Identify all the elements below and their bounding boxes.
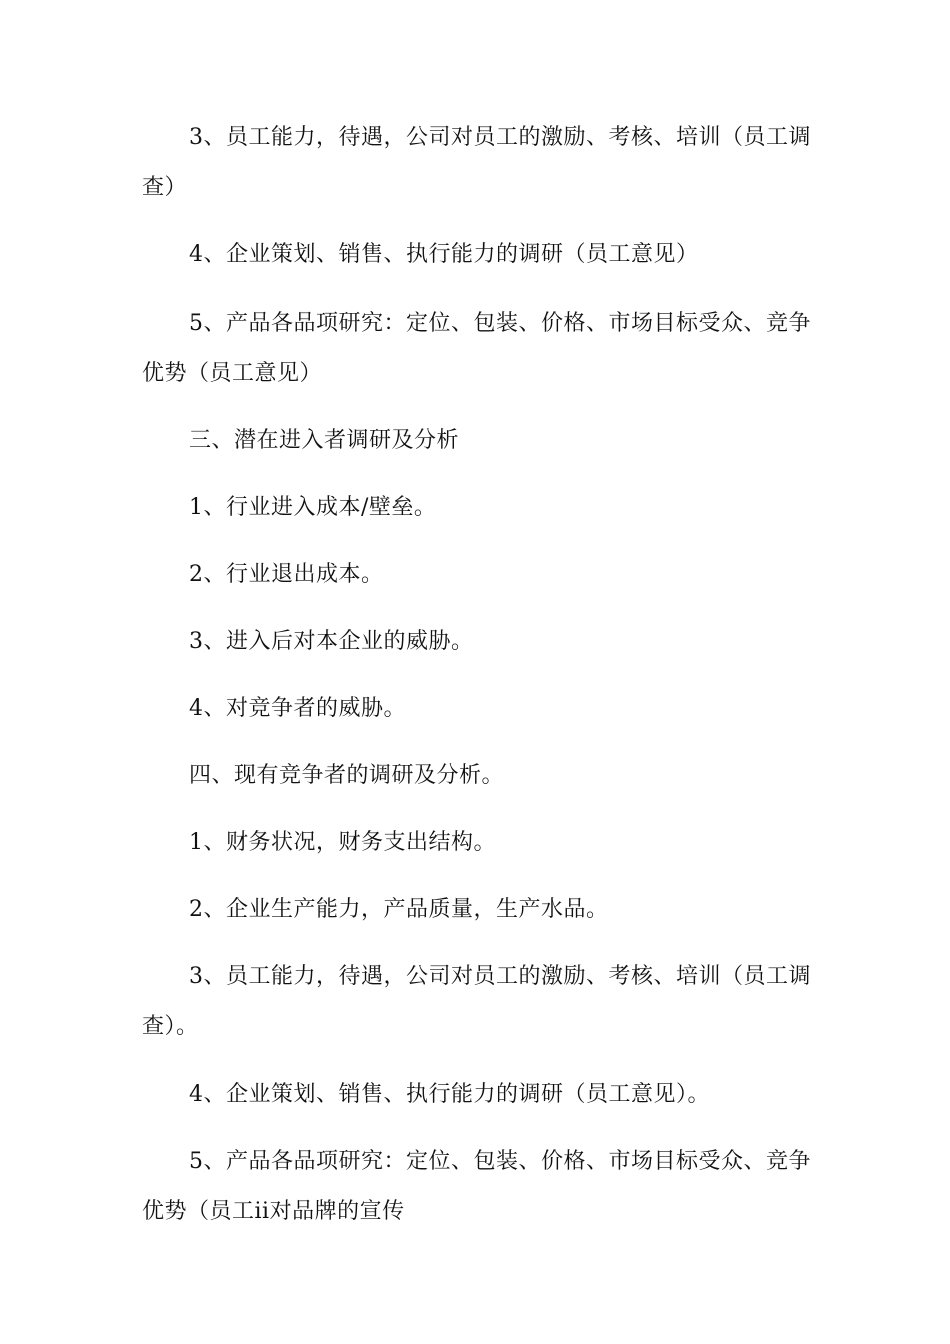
paragraph-2: 4、企业策划、销售、执行能力的调研（员工意见） — [189, 242, 699, 267]
paragraph-1: 3、员工能力，待遇，公司对员工的激励、考核、培训（员工调查） — [142, 125, 811, 200]
paragraph-6: 2、行业退出成本。 — [189, 562, 384, 587]
paragraph-11: 2、企业生产能力，产品质量，生产水品。 — [189, 897, 609, 922]
paragraph-12: 3、员工能力，待遇，公司对员工的激励、考核、培训（员工调查）。 — [142, 964, 811, 1039]
paragraph-14: 5、产品各品项研究：定位、包装、价格、市场目标受众、竞争优势（员工ii对品牌的宣传 — [142, 1149, 811, 1224]
paragraph-3: 5、产品各品项研究：定位、包装、价格、市场目标受众、竞争优势（员工意见） — [142, 311, 811, 386]
paragraph-7: 3、进入后对本企业的威胁。 — [189, 629, 474, 654]
section-heading-4: 四、现有竞争者的调研及分析。 — [189, 763, 505, 788]
paragraph-10: 1、财务状况，财务支出结构。 — [189, 830, 496, 855]
paragraph-5: 1、行业进入成本/壁垒。 — [189, 495, 437, 520]
section-heading-3: 三、潜在进入者调研及分析 — [189, 428, 460, 453]
paragraph-13: 4、企业策划、销售、执行能力的调研（员工意见）。 — [189, 1082, 710, 1107]
paragraph-8: 4、对竞争者的威胁。 — [189, 696, 406, 721]
